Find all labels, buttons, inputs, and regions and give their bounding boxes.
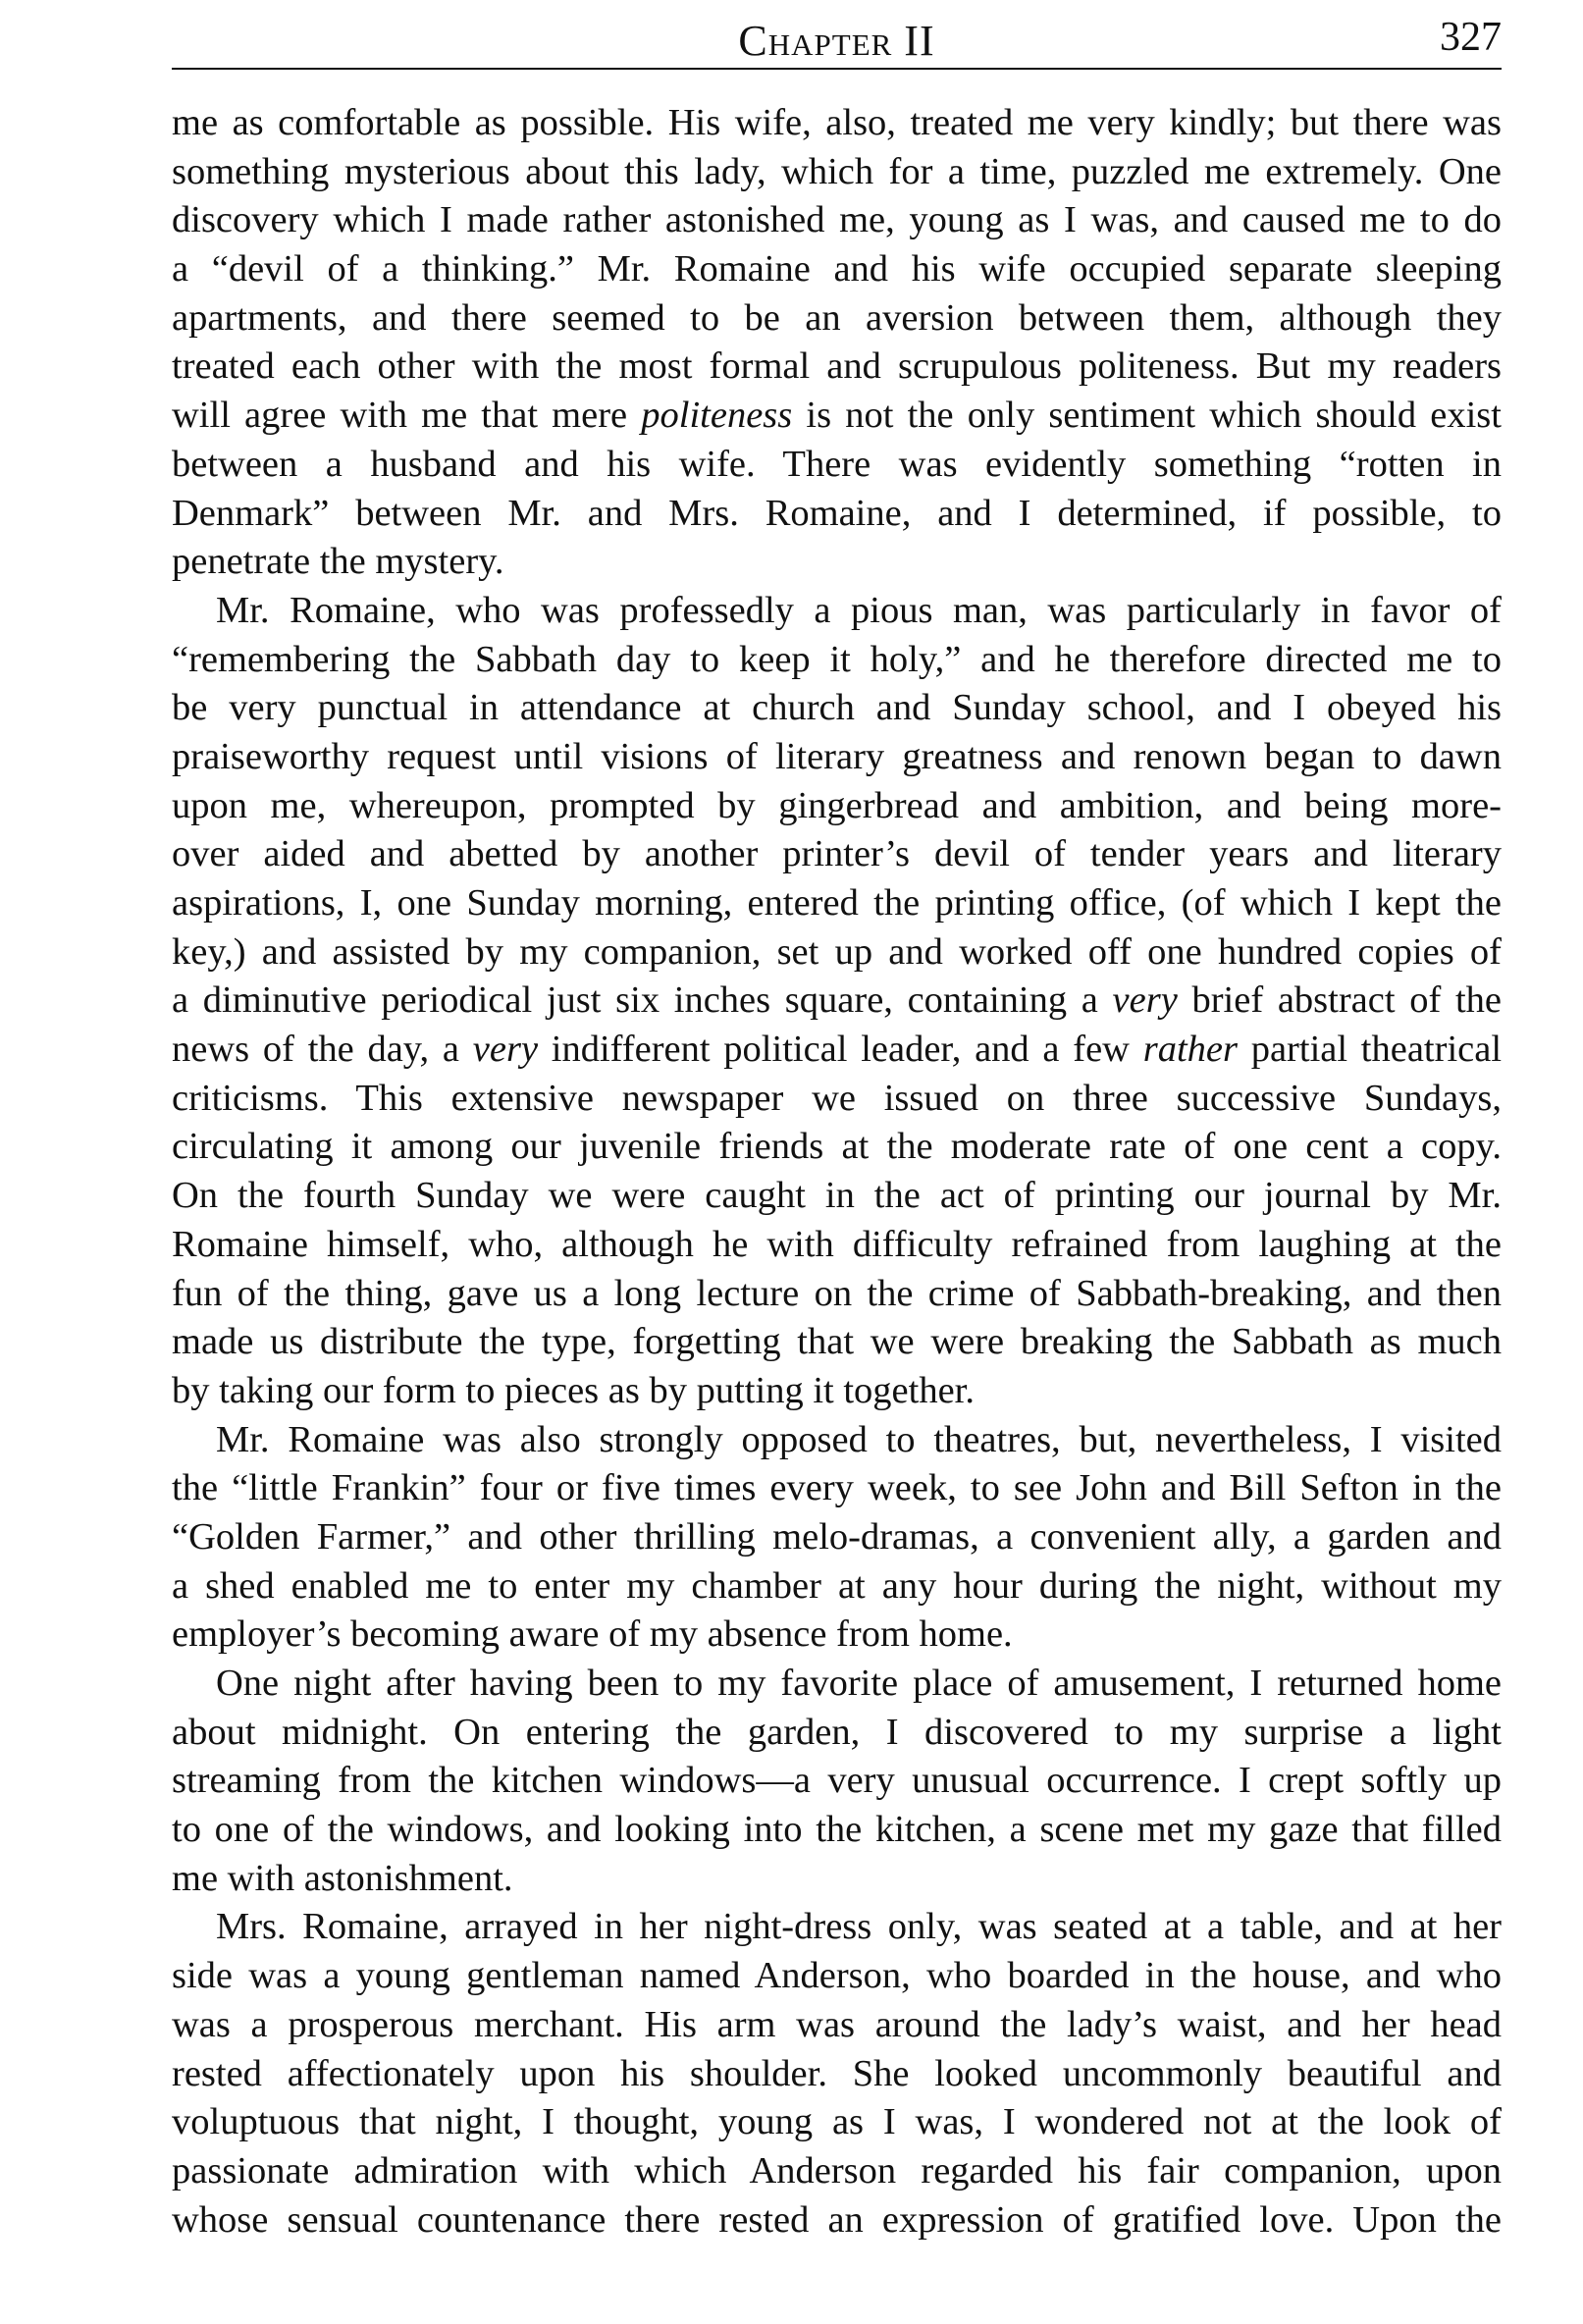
text-line: a “devil of a thinking.” Mr. Romaine and his wife occupied separate sleeping xyxy=(172,248,1502,290)
text-line: a diminutive periodical just six inches square, containing a very brief abstract of the xyxy=(172,979,1502,1022)
text-line: between a husband and his wife. There was evidently something “rotten in xyxy=(172,443,1502,485)
text-line: passionate admiration with which Anderson regarded his fair companion, upon xyxy=(172,2149,1502,2192)
text-line: over aided and abetted by another printer’s devil of tender years and literary xyxy=(172,833,1502,875)
text-line: streaming from the kitchen windows—a very unusual occurrence. I crept softly up xyxy=(172,1760,1502,1802)
body-text xyxy=(172,99,1502,2245)
paragraph xyxy=(172,1660,1502,1903)
text-line: rested affectionately upon his shoulder. She looked uncommonly beautiful and xyxy=(172,2052,1502,2094)
text-line: about midnight. On entering the garden, I discovered to my surprise a light xyxy=(172,1711,1502,1753)
text-line: me with astonishment. xyxy=(172,1857,513,1899)
text-line: upon me, whereupon, prompted by gingerbread and ambition, and being more- xyxy=(172,784,1502,826)
text-line: praiseworthy request until visions of literary greatness and renown began to dawn xyxy=(172,735,1502,777)
text-line: key,) and assisted by my companion, set up and worked off one hundred copies of xyxy=(172,930,1502,973)
text-line: to one of the windows, and looking into the kitchen, a scene met my gaze that filled xyxy=(172,1809,1502,1851)
text-line: news of the day, a very indifferent political leader, and a few rather partial theatrical xyxy=(172,1029,1503,1071)
text-line: employer’s becoming aware of my absence from home. xyxy=(172,1613,1013,1656)
text-line: Mr. Romaine was also strongly opposed to theatres, but, nevertheless, I visited xyxy=(216,1418,1502,1460)
text-line: One night after having been to my favorite place of amusement, I returned home xyxy=(216,1663,1502,1704)
paragraph xyxy=(172,99,1502,587)
paragraph xyxy=(172,1903,1502,2245)
text-line: aspirations, I, one Sunday morning, entered the printing office, (of which I kept the xyxy=(172,882,1502,924)
paragraph xyxy=(172,587,1502,1416)
text-line: will agree with me that mere politeness is not the only sentiment which should exist xyxy=(172,395,1502,437)
chapter-title: Chapter II xyxy=(738,17,935,65)
text-line: was a prosperous merchant. His arm was around the lady’s waist, and her head xyxy=(172,2003,1502,2045)
text-line: something mysterious about this lady, which for a time, puzzled me extremely. One xyxy=(172,150,1502,192)
text-line: whose sensual countenance there rested an expression of gratified love. Upon the xyxy=(172,2198,1502,2241)
text-line: criticisms. This extensive newspaper we issued on three successive Sundays, xyxy=(172,1077,1502,1119)
italic-emphasis: very xyxy=(1112,979,1178,1022)
italic-emphasis: rather xyxy=(1142,1029,1238,1071)
text-line: “Golden Farmer,” and other thrilling melo-dramas, a convenient ally, a garden and xyxy=(172,1515,1502,1558)
text-line: “remembering the Sabbath day to keep it holy,” and he therefore directed me to xyxy=(172,638,1502,680)
text-line: be very punctual in attendance at church and Sunday school, and I obeyed his xyxy=(172,687,1502,729)
text-line: Mrs. Romaine, arrayed in her night-dress only, was seated at a table, and at her xyxy=(216,1906,1502,1948)
text-line: penetrate the mystery. xyxy=(172,541,504,583)
text-line: made us distribute the type, forgetting that we were breaking the Sabbath as much xyxy=(172,1321,1502,1363)
text-line: circulating it among our juvenile friends at the moderate rate of one cent a copy. xyxy=(172,1126,1502,1168)
running-head xyxy=(172,14,1502,69)
italic-emphasis: very xyxy=(472,1029,539,1071)
text-line: the “little Frankin” four or five times every week, to see John and Bill Sefton in the xyxy=(172,1467,1502,1509)
text-line: Denmark” between Mr. and Mrs. Romaine, and I determined, if possible, to xyxy=(172,492,1502,534)
text-line: apartments, and there seemed to be an aversion between them, although they xyxy=(172,296,1502,339)
text-line: Romaine himself, who, although he with difficulty refrained from laughing at the xyxy=(172,1223,1502,1265)
text-line: fun of the thing, gave us a long lecture on the crime of Sabbath-breaking, and then xyxy=(172,1272,1502,1314)
paragraph xyxy=(172,1416,1502,1660)
header-rule xyxy=(172,68,1502,70)
page-number: 327 xyxy=(1440,15,1502,60)
text-line: voluptuous that night, I thought, young as I was, I wondered not at the look of xyxy=(172,2101,1502,2143)
text-line: On the fourth Sunday we were caught in the act of printing our journal by Mr. xyxy=(172,1175,1502,1217)
text-line: side was a young gentleman named Anderson, who boarded in the house, and who xyxy=(172,1955,1502,1997)
text-line: Mr. Romaine, who was professedly a pious man, was particularly in favor of xyxy=(216,589,1502,631)
text-line: discovery which I made rather astonished me, young as I was, and caused me to do xyxy=(172,199,1502,241)
text-line: me as comfortable as possible. His wife, also, treated me very kindly; but there was xyxy=(172,102,1502,143)
text-line: treated each other with the most formal and scrupulous politeness. But my readers xyxy=(172,345,1502,388)
text-line: a shed enabled me to enter my chamber at any hour during the night, without my xyxy=(172,1564,1502,1607)
italic-emphasis: politeness xyxy=(641,395,793,437)
text-line: by taking our form to pieces as by putting it together. xyxy=(172,1369,975,1411)
